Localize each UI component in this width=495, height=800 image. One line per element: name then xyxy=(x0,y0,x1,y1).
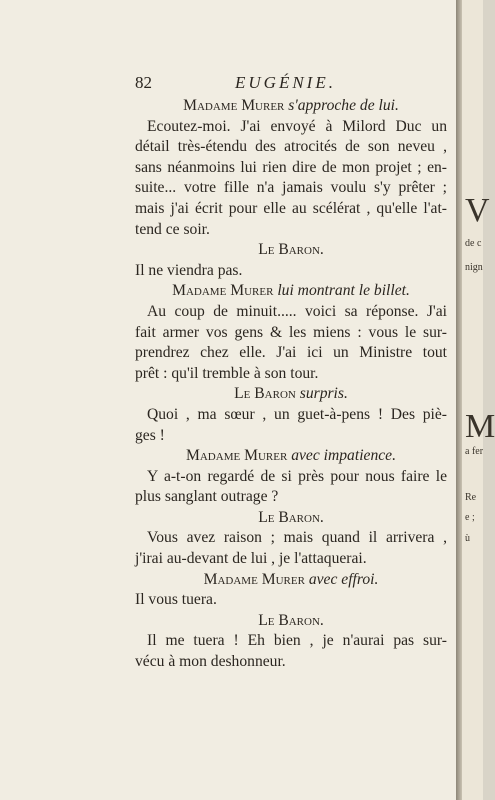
body-lines xyxy=(135,96,447,673)
text-line: Y a-t-on regardé de si près pour nous faire le xyxy=(147,467,447,485)
speaker-name: Madame Murer xyxy=(183,97,285,114)
text-line: fait armer vos gens & les miens : vous le sur- xyxy=(135,323,447,341)
page-number: 82 xyxy=(135,73,152,92)
text-line: vécu à mon deshonneur. xyxy=(135,653,286,671)
text-line: détail très-étendu des atrocités de son neveu , xyxy=(135,138,447,156)
speaker-line xyxy=(135,240,447,261)
text-line: ges ! xyxy=(135,426,165,444)
speaker-line xyxy=(135,446,447,467)
adjacent-page-fragment: de c xyxy=(465,238,482,249)
speaker-name: Madame Murer xyxy=(203,570,305,588)
stage-direction: avec impatience. xyxy=(287,447,396,465)
adjacent-page-fragment: a fer xyxy=(465,446,484,457)
text-line: Vous avez raison ; mais quand il arrivera , xyxy=(147,529,447,547)
speaker-line xyxy=(135,611,447,632)
page-header xyxy=(135,70,447,96)
adjacent-page-fragment: M xyxy=(465,408,495,445)
speaker-name: Madame Murer xyxy=(172,282,274,300)
text-line: suite... votre fille n'a jamais voulu s'y prêter ; xyxy=(135,179,447,197)
stage-direction: avec effroi. xyxy=(304,570,379,588)
adjacent-page-fragment: ù xyxy=(465,533,470,544)
speaker-name: Le Baron. xyxy=(258,241,324,259)
text-line: j'irai au-devant de lui , je l'attaquerai. xyxy=(135,550,367,568)
speaker-line xyxy=(135,508,447,529)
speaker-name: Madame Murer xyxy=(186,447,288,465)
page-text xyxy=(135,70,447,673)
speaker-name: Le Baron xyxy=(234,385,296,403)
speaker-line xyxy=(135,96,447,117)
text-line: sans néanmoins lui rien dire de mon projet ; en- xyxy=(135,158,447,176)
speaker-line xyxy=(135,384,447,405)
text-line: prendrez chez elle. J'ai ici un Ministre tout xyxy=(135,344,447,362)
speaker-line xyxy=(135,281,447,302)
text-line: Il vous tuera. xyxy=(135,591,217,609)
text-line: Quoi , ma sœur , un guet-à-pens ! Des piè- xyxy=(147,405,447,423)
speaker-name: Le Baron. xyxy=(258,611,324,629)
text-line: Ecoutez-moi. J'ai envoyé à Milord Duc un xyxy=(147,117,447,135)
adjacent-page-fragment: e ; xyxy=(465,512,475,523)
adjacent-page-edge xyxy=(462,0,495,800)
stage-direction: surpris. xyxy=(295,385,348,403)
speaker-line xyxy=(135,570,447,591)
adjacent-page-fragment: V xyxy=(465,192,490,229)
text-line: prêt : qu'il tremble à son tour. xyxy=(135,364,319,382)
text-line: Il ne viendra pas. xyxy=(135,261,243,279)
text-line: Il me tuera ! Eh bien , je n'aurai pas sur- xyxy=(147,632,447,650)
text-line: Au coup de minuit..... voici sa réponse. J'ai xyxy=(147,302,447,320)
text-line: mais j'ai écrit pour elle au scélérat , qu'elle l'at- xyxy=(135,199,447,217)
stage-direction: s'approche de lui. xyxy=(284,97,399,114)
stage-direction: lui montrant le billet. xyxy=(273,282,410,300)
adjacent-page-fragment: Re xyxy=(465,492,477,503)
speaker-name: Le Baron. xyxy=(258,508,324,526)
text-line: tend ce soir. xyxy=(135,220,210,238)
adjacent-page-fragment: nign xyxy=(465,262,483,273)
running-title: EUGÉNIE. xyxy=(235,73,336,92)
text-line: plus sanglant outrage ? xyxy=(135,488,279,506)
